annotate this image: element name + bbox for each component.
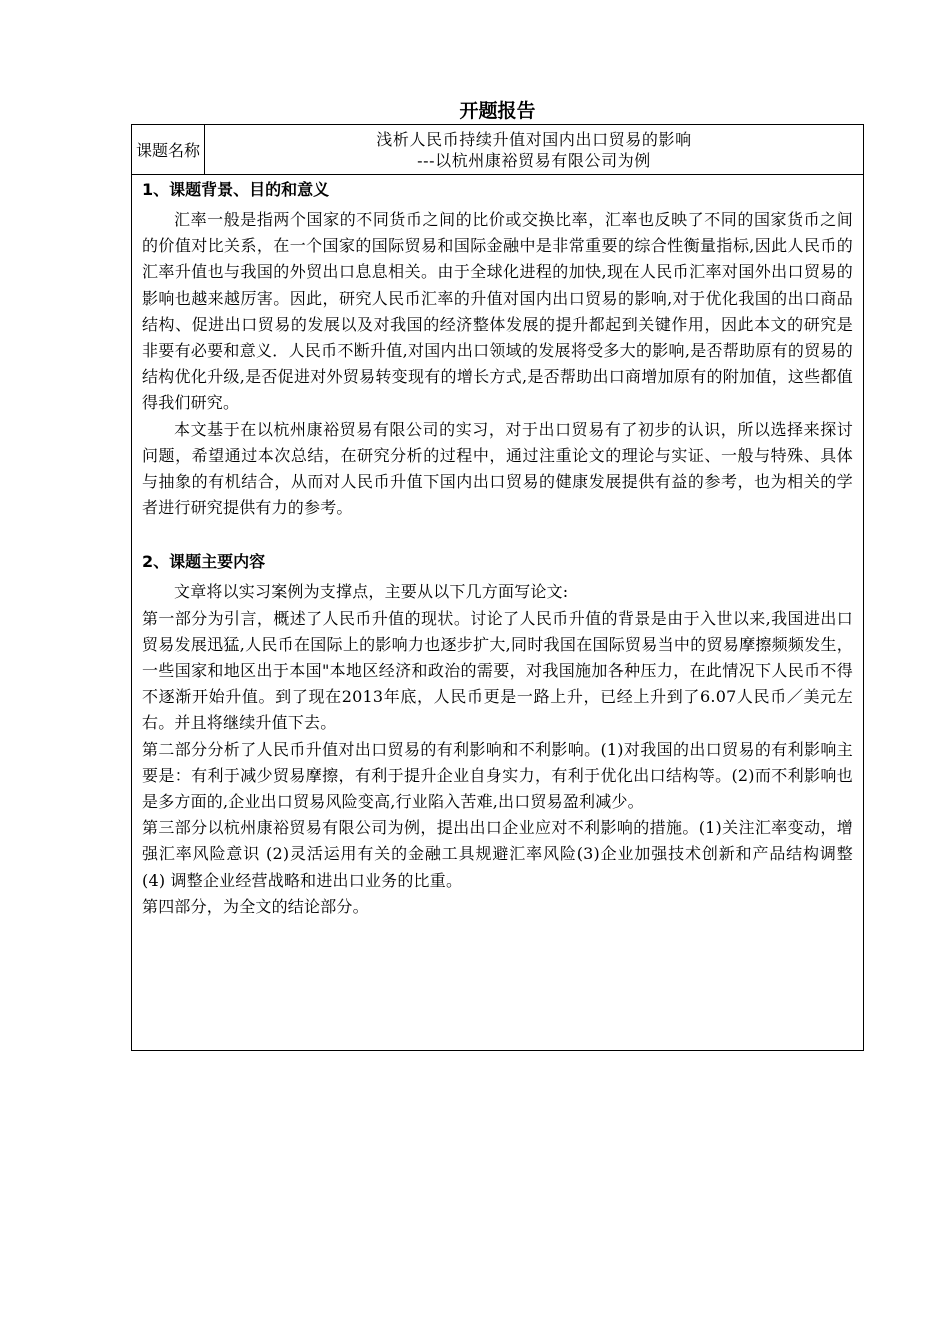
topic-value (205, 125, 863, 174)
topic-row (132, 125, 863, 175)
section1-heading: 1、课题背景、目的和意义 (142, 180, 330, 199)
topic-title-line2: ---以杭州康裕贸易有限公司为例 (417, 150, 651, 170)
content-cell (132, 175, 863, 920)
section2-part1: 第一部分为引言，概述了人民币升值的现状。讨论了人民币升值的背景是由于入世以来,我国进出口贸易发展迅猛,人民币在国际上的影响力也逐步扩大,同时我国在国际贸易当中的贸易摩擦频频发生，一些国家和地区出于本国"本地区经济和政治的需要，对我国施加各种压力，在此情况下人民币不得不逐渐开始升值。到了现在2013年底，人民币更是一路上升，已经上升到了6.07人民币／美元左右。并且将继续升值下去。 (142, 608, 853, 733)
topic-label: 课题名称 (132, 125, 205, 174)
spacer (142, 521, 853, 547)
document-title: 开题报告 (459, 100, 536, 122)
section2-intro: 文章将以实习案例为支撑点，主要从以下几方面写论文: (174, 582, 569, 602)
section1-paragraph-1: 汇率一般是指两个国家的不同货币之间的比价或交换比率，汇率也反映了不同的国家货币之间的价值对比关系，在一个国家的国际贸易和国际金融中是非常重要的综合性衡量指标,因此人民币的汇率升值也与我国的外贸出口息息相关。由于全球化进程的加快,现在人民币汇率对国外出口贸易的影响也越来越厉害。因此，研究人民币汇率的升值对国内出口贸易的影响,对于优化我国的出口商品结构、促进出口贸易的发展以及对我国的经济整体发展的提升都起到关键作用，因此本文的研究是非要有必要和意义．人民币不断升值,对国内出口领域的发展将受多大的影响,是否帮助原有的贸易的结构优化升级,是否促进对外贸易转变现有的增长方式,是否帮助出口商增加原有的附加值，这些都值得我们研究。 (142, 210, 853, 413)
section2-part2: 第二部分分析了人民币升值对出口贸易的有利影响和不利影响。(1)对我国的出口贸易的有利影响主要是：有利于减少贸易摩擦，有利于提升企业自身实力，有利于优化出口结构等。(2)而不利影响也是多方面的,企业出口贸易风险变高,行业陷入苦难,出口贸易盈利减少。 (142, 739, 853, 812)
section2-part3: 第三部分以杭州康裕贸易有限公司为例，提出出口企业应对不利影响的措施。(1)关注汇率变动，增强汇率风险意识 (2)灵活运用有关的金融工具规避汇率风险(3)企业加强技术创新和产品结构调整 (4) 调整企业经营战略和进出口业务的比重。 (142, 818, 853, 890)
report-table (131, 124, 864, 1051)
section1-paragraph-2: 本文基于在以杭州康裕贸易有限公司的实习，对于出口贸易有了初步的认识，所以选择来探讨问题，希望通过本次总结，在研究分析的过程中，通过注重论文的理论与实证、一般与特殊、具体与抽象的有机结合，从而对人民币升值下国内出口贸易的健康发展提供有益的参考，也为相关的学者进行研究提供有力的参考。 (142, 419, 853, 518)
section2-part4: 第四部分，为全文的结论部分。 (142, 896, 369, 916)
topic-title-line1: 浅析人民币持续升值对国内出口贸易的影响 (376, 129, 692, 149)
section2-heading: 2、课题主要内容 (142, 552, 266, 572)
